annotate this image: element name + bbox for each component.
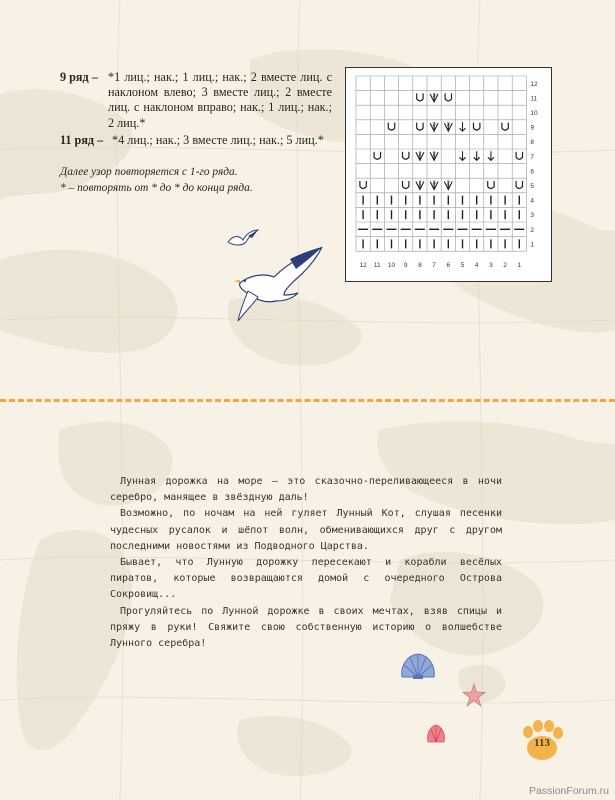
chart-col-label: 5	[460, 262, 465, 270]
decrease-count: 2	[432, 122, 436, 129]
page-number: 113	[534, 737, 550, 749]
chart-row-label: 9	[530, 124, 535, 132]
yarn-over-symbol	[403, 181, 409, 189]
chart-row-label: 5	[530, 183, 535, 190]
decrease-count: 2	[446, 180, 450, 187]
row-9-label: 9 ряд –	[60, 70, 98, 84]
yarn-over-symbol	[502, 123, 508, 131]
yarn-over-symbol	[374, 152, 380, 160]
chart-col-label: 12	[359, 262, 367, 270]
story-paragraph-1: Лунная дорожка на море – это сказочно-переливающееся в ночи серебро, манящее в звёздную даль!	[110, 476, 502, 504]
arrow-decrease-symbol	[460, 151, 466, 160]
row-9-text: *1 лиц.; нак.; 1 лиц.; нак.; 2 вместе лиц. с наклоном влево; 3 вместе лиц.; 2 вместе лиц. с наклоном вправо; нак.; 1 лиц.; нак.; 2 лиц.*	[108, 70, 332, 130]
knitting-chart	[345, 67, 552, 282]
story-text	[110, 474, 502, 652]
decrease-count: 3	[446, 122, 450, 129]
chart-row-label: 7	[530, 153, 535, 161]
story-paragraph-2: Возможно, по ночам на ней гуляет Лунный Кот, слушая песенки чудесных русалок и шёпот волн, обменивающихся друг с другом последними новостями из Подводного Царства.	[110, 508, 502, 552]
yarn-over-symbol	[474, 123, 480, 131]
chart-row-label: 11	[530, 95, 538, 103]
decrease-count: 2	[418, 180, 422, 187]
yarn-over-symbol	[417, 123, 423, 131]
story-paragraph-4: Прогуляйтесь по Лунной дорожке в своих мечтах, взяв спицы и пряжу в руки! Свяжите свою собственную историю о волшебстве Лунного серебра!	[110, 605, 502, 650]
chart-col-label: 8	[418, 262, 422, 270]
chart-col-label: 9	[403, 262, 408, 270]
story-paragraph-3: Бывает, что Лунную дорожку пересекают и корабли весёлых пиратов, которые возвращаются домой с очередного Острова Сокровищ...	[110, 557, 502, 601]
seashell-blue-icon	[398, 651, 438, 681]
knitting-chart-grid	[346, 68, 551, 281]
yarn-over-symbol	[445, 93, 451, 101]
chart-col-label: 2	[503, 262, 507, 270]
seashell-pink-icon	[425, 723, 447, 745]
arrow-decrease-symbol	[474, 151, 480, 160]
row-9-instruction	[60, 70, 332, 131]
seagull-large-icon	[228, 245, 323, 325]
yarn-over-symbol	[516, 152, 522, 160]
arrow-decrease-symbol	[460, 122, 466, 131]
chart-col-label: 3	[489, 262, 493, 270]
starfish-icon	[462, 683, 486, 707]
chart-col-label: 10	[387, 262, 396, 270]
decrease-count: 2	[418, 151, 422, 158]
row-instructions	[60, 70, 332, 150]
decrease-count: 3	[432, 92, 436, 99]
decrease-count: 3	[432, 180, 436, 187]
chart-col-label: 11	[373, 262, 381, 270]
chart-col-label: 6	[446, 262, 451, 270]
yarn-over-symbol	[488, 181, 494, 189]
yarn-over-symbol	[388, 123, 394, 131]
note-repeat-asterisks: * – повторять от * до * до конца ряда.	[60, 181, 253, 194]
yarn-over-symbol	[403, 152, 409, 160]
row-11-instruction	[60, 133, 332, 148]
chart-row-label: 10	[530, 110, 538, 117]
yarn-over-symbol	[417, 93, 423, 101]
chart-row-label: 4	[530, 197, 535, 205]
chart-row-label: 3	[530, 212, 535, 220]
chart-col-label: 1	[517, 262, 522, 270]
decrease-count: 2	[432, 151, 436, 158]
chart-col-label: 7	[432, 262, 436, 270]
yarn-over-symbol	[516, 181, 522, 189]
watermark: PassionForum.ru	[529, 785, 609, 797]
note-repeat-from-row-1: Далее узор повторяется с 1-го ряда.	[60, 166, 238, 178]
chart-row-label: 12	[530, 80, 538, 88]
pattern-notes	[60, 165, 340, 196]
yarn-over-symbol	[360, 181, 366, 189]
chart-col-label: 4	[474, 262, 479, 270]
row-11-text: *4 лиц.; нак.; 3 вместе лиц.; нак.; 5 лиц.*	[112, 132, 324, 147]
arrow-decrease-symbol	[488, 151, 494, 160]
chart-row-label: 8	[530, 139, 535, 147]
chart-row-label: 6	[530, 168, 535, 176]
chart-row-label: 2	[530, 226, 535, 234]
dashed-divider	[0, 399, 615, 402]
row-11-label: 11 ряд –	[60, 132, 104, 147]
chart-row-label: 1	[530, 241, 535, 249]
